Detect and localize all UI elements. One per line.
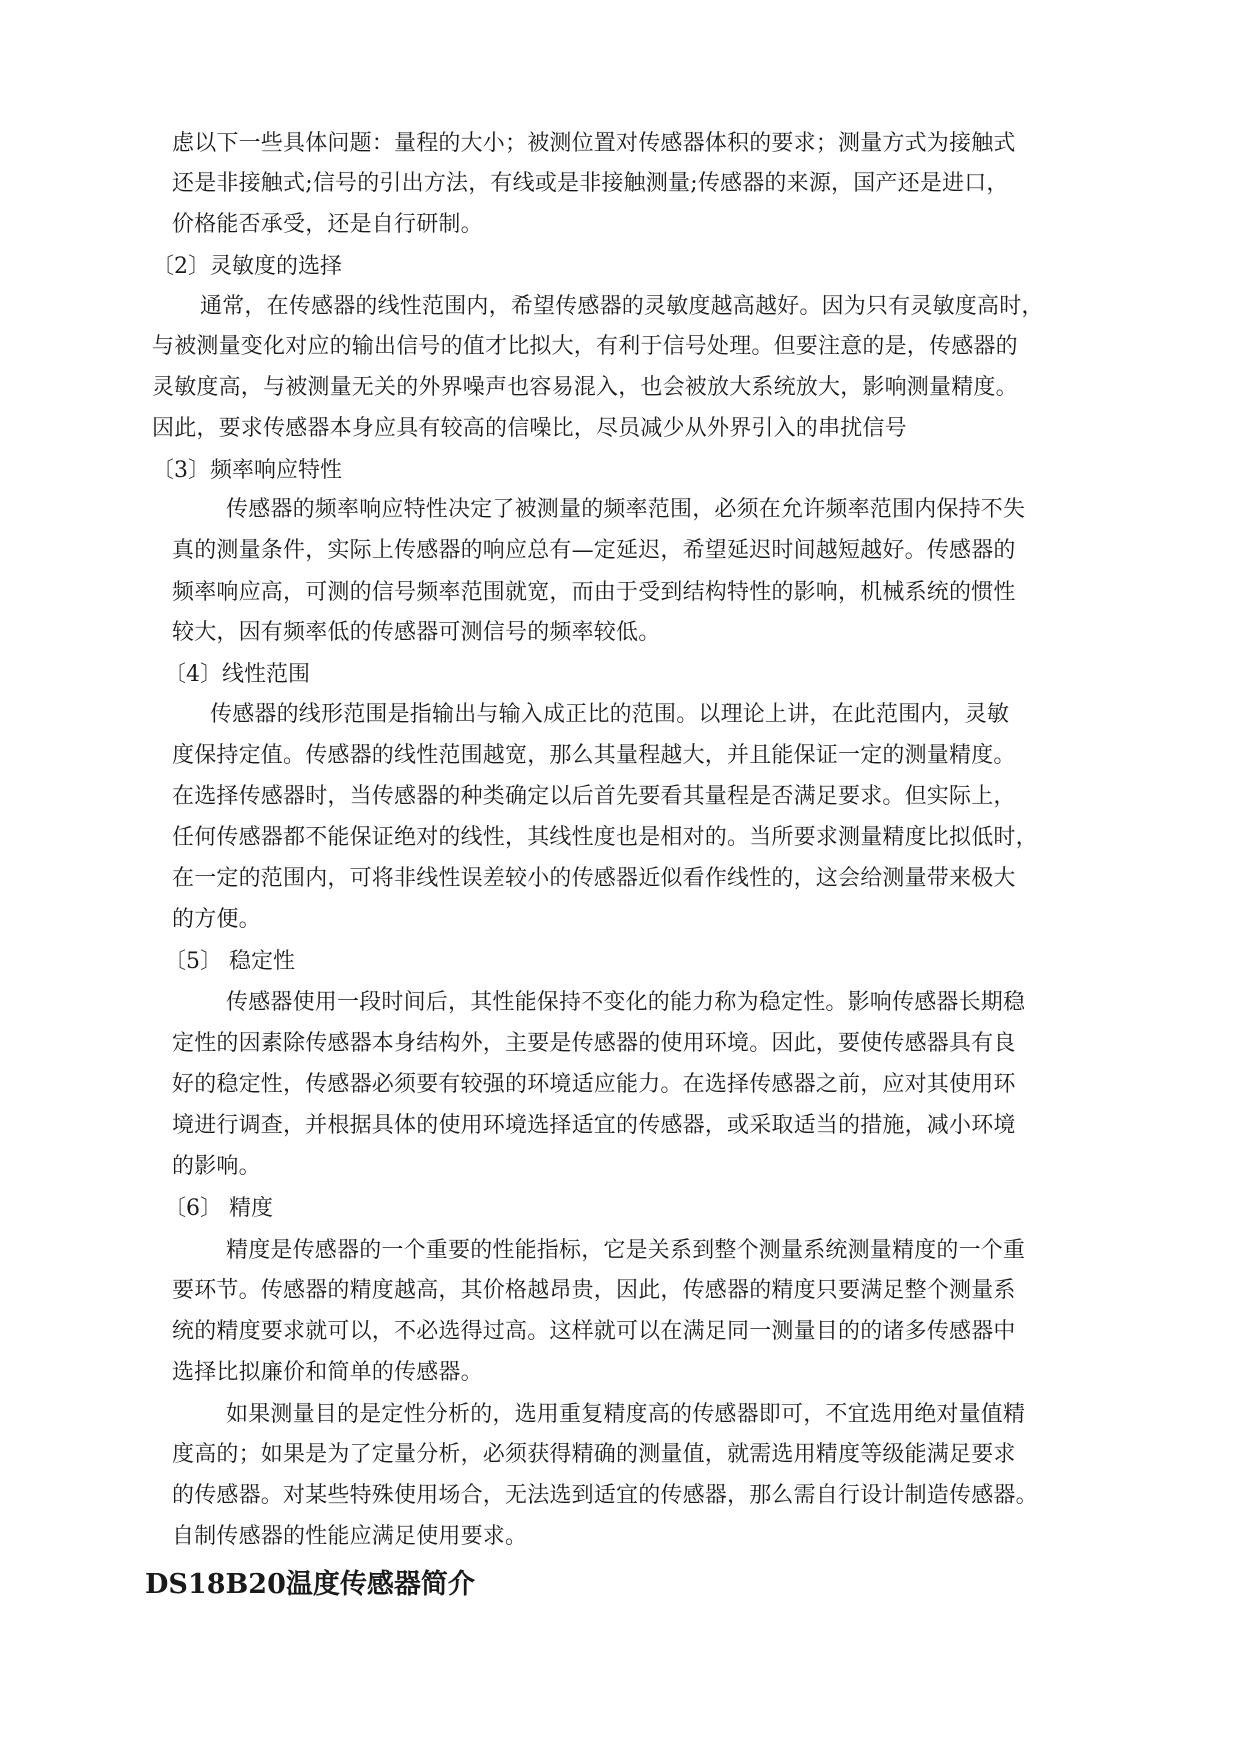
paragraph-line: 在一定的范围内，可将非线性误差较小的传感器近似看作线性的，这会给测量带来极大	[172, 866, 1016, 891]
paragraph-line: 选择比拟廉价和简单的传感器。	[172, 1360, 483, 1385]
subheading-linear-range: 〔4〕线性范围	[164, 662, 310, 687]
paragraph-line: 统的精度要求就可以，不必选得过高。这样就可以在满足同一测量目的的诸多传感器中	[172, 1319, 1016, 1344]
subheading-sensitivity: 〔2〕灵敏度的选择	[152, 254, 342, 279]
paragraph-line: 价格能否承受，还是自行研制。	[172, 212, 483, 237]
paragraph-line: 精度是传感器的一个重要的性能指标，它是关系到整个测量系统测量精度的一个重	[226, 1238, 1026, 1263]
paragraph-line: 如果测量目的是定性分析的，选用重复精度高的传感器即可，不宜选用绝对量值精	[226, 1402, 1026, 1427]
paragraph-line: 灵敏度高，与被测量无关的外界噪声也容易混入，也会被放大系统放大，影响测量精度。	[152, 375, 1018, 400]
paragraph-line: 任何传感器都不能保证绝对的线性，其线性度也是相对的。当所要求测量精度比拟低时，	[172, 825, 1038, 850]
paragraph-line: 传感器的线形范围是指输出与输入成正比的范围。以理论上讲，在此范围内，灵敏	[210, 702, 1010, 727]
paragraph-line: 通常，在传感器的线性范围内，希望传感器的灵敏度越高越好。因为只有灵敏度高时，	[200, 294, 1044, 319]
paragraph-line: 好的稳定性，传感器必须要有较强的环境适应能力。在选择传感器之前，应对其使用环	[172, 1072, 1016, 1097]
paragraph-line: 虑以下一些具体问题：量程的大小；被测位置对传感器体积的要求；测量方式为接触式	[172, 131, 1016, 156]
paragraph-line: 传感器的频率响应特性决定了被测量的频率范围，必须在允许频率范围内保持不失	[226, 497, 1026, 522]
paragraph-line: 的方便。	[172, 907, 261, 932]
paragraph-line: 频率响应高，可测的信号频率范围就宽，而由于受到结构特性的影响，机械系统的惯性	[172, 580, 1016, 605]
paragraph-line: 度高的；如果是为了定量分析，必须获得精确的测量值，就需选用精度等级能满足要求	[172, 1442, 1016, 1467]
paragraph-line: 定性的因素除传感器本身结构外，主要是传感器的使用环境。因此，要使传感器具有良	[172, 1031, 1016, 1056]
subheading-frequency-response: 〔3〕频率响应特性	[152, 458, 342, 483]
subheading-stability: 〔5〕 稳定性	[164, 949, 295, 974]
paragraph-line: 的影响。	[172, 1154, 261, 1179]
paragraph-line: 真的测量条件，实际上传感器的响应总有—定延迟，希望延迟时间越短越好。传感器的	[172, 538, 1016, 563]
section-title: DS18B20温度传感器简介	[145, 1569, 475, 1600]
subheading-accuracy: 〔6〕 精度	[164, 1196, 273, 1221]
paragraph-line: 要环节。传感器的精度越高，其价格越昂贵，因此，传感器的精度只要满足整个测量系	[172, 1278, 1016, 1303]
paragraph-line: 度保持定值。传感器的线性范围越宽，那么其量程越大，并且能保证一定的测量精度。	[172, 743, 1016, 768]
paragraph-line: 传感器使用一段时间后，其性能保持不变化的能力称为稳定性。影响传感器长期稳	[226, 990, 1026, 1015]
paragraph-line: 较大，因有频率低的传感器可测信号的频率较低。	[172, 620, 661, 645]
paragraph-line: 自制传感器的性能应满足使用要求。	[172, 1524, 528, 1549]
paragraph-line: 还是非接触式;信号的引出方法，有线或是非接触测量;传感器的来源，国产还是进口，	[172, 171, 1009, 196]
paragraph-line: 与被测量变化对应的输出信号的值才比拟大，有利于信号处理。但要注意的是，传感器的	[152, 334, 1018, 359]
paragraph-line: 境进行调查，并根据具体的使用环境选择适宜的传感器，或采取适当的措施，减小环境	[172, 1113, 1016, 1138]
paragraph-line: 因此，要求传感器本身应具有较高的信噪比，尽员减少从外界引入的串扰信号	[152, 416, 907, 441]
paragraph-line: 在选择传感器时，当传感器的种类确定以后首先要看其量程是否满足要求。但实际上，	[172, 784, 1016, 809]
paragraph-line: 的传感器。对某些特殊使用场合，无法选到适宜的传感器，那么需自行设计制造传感器。	[172, 1483, 1038, 1508]
